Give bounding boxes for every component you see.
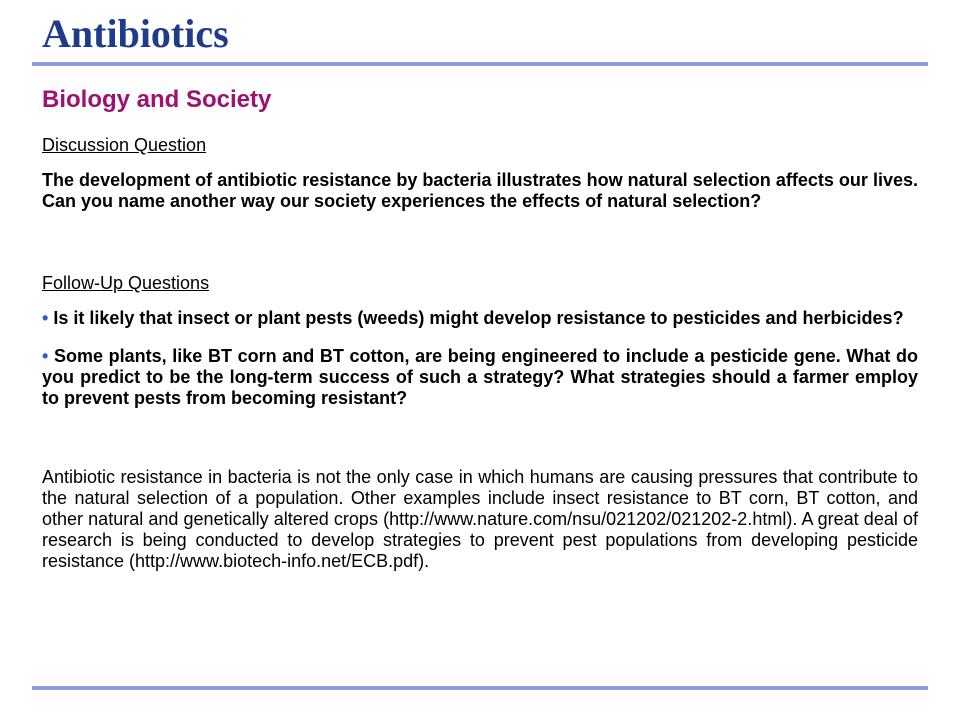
- title-divider: [32, 62, 928, 66]
- followup-bullet-text: Some plants, like BT corn and BT cotton, are being engineered to include a pesticide gene. What do you predict to be the long-term success of such a strategy? What strategies should a farmer employ to prevent pests from becoming resistant?: [42, 346, 918, 408]
- bullet-marker-icon: •: [42, 308, 49, 328]
- slide-subtitle: Biology and Society: [42, 86, 272, 113]
- closing-paragraph: Antibiotic resistance in bacteria is not the only case in which humans are causing pressures that contribute to the natural selection of a population. Other examples include insect resistance to BT corn, BT cotton, and other natural and genetically altered crops (http://www.nature.com/nsu/021202/021202-2.html). A great deal of research is being conducted to develop strategies to prevent pest populations from developing pesticide resistance (http://www.biotech-info.net/ECB.pdf).: [42, 467, 918, 571]
- slide-content: [42, 132, 918, 572]
- followup-bullet-1: [42, 308, 918, 329]
- discussion-question: The development of antibiotic resistance by bacteria illustrates how natural selection affects our lives. Can you name another way our society experiences the effects of natural selection?: [42, 170, 918, 211]
- followup-heading: Follow-Up Questions: [42, 273, 210, 293]
- followup-bullet-text: Is it likely that insect or plant pests (weeds) might develop resistance to pesticides and herbicides?: [53, 308, 904, 328]
- followup-bullet-2: [42, 346, 918, 409]
- slide-title: Antibiotics: [42, 11, 229, 56]
- bullet-marker-icon: •: [42, 346, 49, 366]
- discussion-heading: Discussion Question: [42, 135, 207, 155]
- footer-divider: [32, 686, 928, 690]
